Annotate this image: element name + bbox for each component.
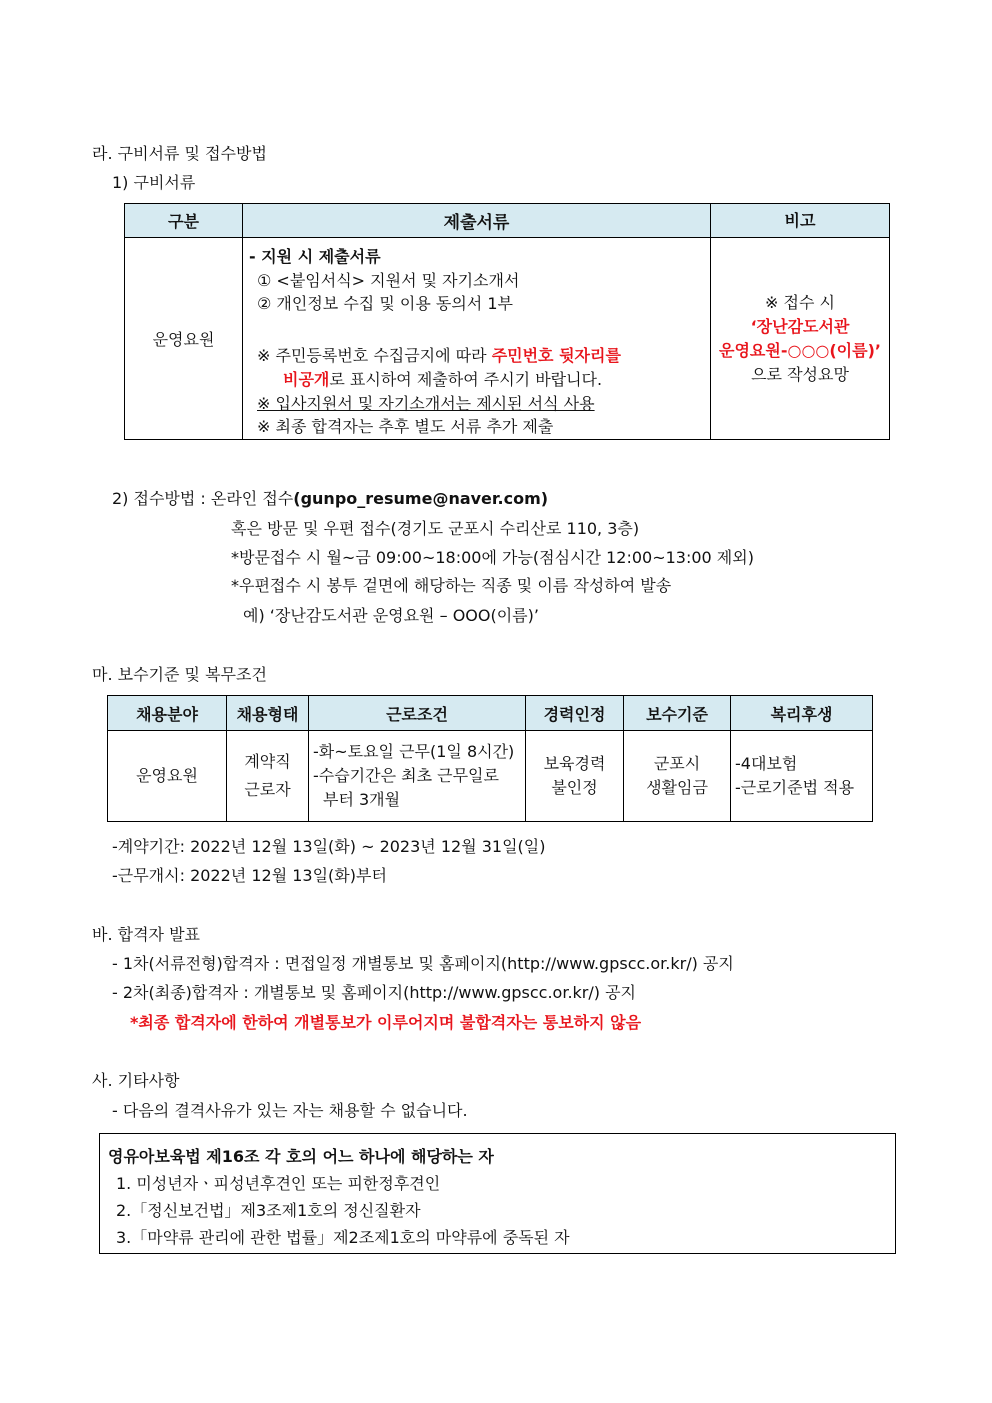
- disqualification-intro: - 다음의 결격사유가 있는 자는 채용할 수 없습니다.: [112, 1101, 468, 1120]
- box-item-3: 3.「마약류 관리에 관한 법률」제2조제1호의 마약류에 중독된 자: [116, 1228, 570, 1247]
- docs-note-1-red: 주민번호 뒷자리를: [491, 346, 621, 365]
- documents-header-remark: 비고: [711, 204, 890, 238]
- box-title: 영유아보육법 제16조 각 호의 어느 하나에 해당하는 자: [108, 1147, 494, 1166]
- docs-item-1: ① <붙임서식> 지원서 및 자기소개서: [257, 271, 520, 290]
- docs-note-3: ※ 최종 합격자는 추후 별도 서류 추가 제출: [257, 417, 554, 436]
- disqualification-box: [99, 1133, 896, 1254]
- section-ra-heading: 라. 구비서류 및 접수방법: [92, 144, 267, 163]
- conditions-welfare-line-1: -4대보험: [735, 754, 798, 773]
- conditions-career: [526, 731, 624, 822]
- documents-header-docs: 제출서류: [243, 204, 711, 238]
- conditions-header-cond: 근로조건: [309, 696, 526, 731]
- docs-item-2: ② 개인정보 수집 및 이용 동의서 1부: [257, 294, 513, 313]
- documents-remark: [711, 238, 890, 440]
- remark-line-4: 으로 작성요망: [751, 364, 849, 384]
- work-start: -근무개시: 2022년 12월 13일(화)부터: [112, 866, 387, 885]
- documents-table: [124, 203, 890, 440]
- conditions-header-welfare: 복리후생: [731, 696, 873, 731]
- conditions-pay-line-1: 군포시: [653, 754, 701, 773]
- section-ma-heading: 마. 보수기준 및 복무조건: [92, 665, 267, 684]
- docs-note-1-prefix: ※ 주민등록번호 수집금지에 따라: [257, 346, 492, 365]
- conditions-pay-line-2: 생활임금: [646, 778, 708, 797]
- conditions-welfare: [731, 731, 873, 822]
- submission-method: [112, 486, 548, 509]
- submission-email: (gunpo_resume@naver.com): [293, 489, 549, 508]
- submission-line-4: *우편접수 시 봉투 겉면에 해당하는 직종 및 이름 작성하여 발송: [231, 576, 672, 595]
- conditions-cond-line-3: 부터 3개월: [323, 790, 401, 809]
- conditions-type: [227, 731, 309, 822]
- documents-list: [243, 238, 711, 440]
- docs-title: - 지원 시 제출서류: [249, 247, 381, 266]
- documents-header-category: 구분: [125, 204, 243, 238]
- remark-line-3: 운영요원-○○○(이름)’: [719, 340, 881, 360]
- announce-line-2: - 2차(최종)합격자 : 개별통보 및 홈페이지(http://www.gpscc.or.kr/) 공지: [112, 983, 637, 1002]
- box-item-1: 1. 미성년자ㆍ피성년후견인 또는 피한정후견인: [116, 1174, 441, 1193]
- section-sa-heading: 사. 기타사항: [92, 1071, 180, 1090]
- conditions-header-career: 경력인정: [526, 696, 624, 731]
- conditions-pay: [624, 731, 731, 822]
- section-ra-sub1: 1) 구비서류: [112, 173, 196, 192]
- remark-line-1: ※ 접수 시: [765, 292, 835, 312]
- conditions-cond-line-1: -화~토요일 근무(1일 8시간): [313, 742, 515, 761]
- conditions-header-pay: 보수기준: [624, 696, 731, 731]
- submission-label: 2) 접수방법 : 온라인 접수: [112, 489, 294, 508]
- conditions-career-line-2: 불인정: [551, 778, 598, 797]
- conditions-type-line-1: 계약직: [244, 752, 291, 771]
- conditions-cond-line-2: -수습기간은 최초 근무일로: [313, 766, 499, 785]
- submission-line-3: *방문접수 시 월~금 09:00~18:00에 가능(점심시간 12:00~13:00 제외): [231, 548, 754, 567]
- conditions-header-type: 채용형태: [227, 696, 309, 731]
- submission-line-5: 예) ‘장난감도서관 운영요원 – OOO(이름)’: [243, 606, 539, 625]
- announce-notice: *최종 합격자에 한하여 개별통보가 이루어지며 불합격자는 통보하지 않음: [130, 1013, 642, 1032]
- conditions-cond: [309, 731, 526, 822]
- conditions-welfare-line-2: -근로기준법 적용: [735, 778, 855, 797]
- conditions-type-line-2: 근로자: [244, 780, 291, 799]
- docs-note-1-red2: 비공개: [283, 370, 330, 389]
- documents-category: 운영요원: [125, 238, 243, 440]
- docs-note-1-cont: [283, 367, 602, 390]
- conditions-career-line-1: 보육경력: [543, 754, 606, 773]
- submission-line-2: 혹은 방문 및 우편 접수(경기도 군포시 수리산로 110, 3층): [231, 519, 640, 538]
- docs-note-2: ※ 입사지원서 및 자기소개서는 제시된 서식 사용: [257, 394, 595, 413]
- box-item-2: 2.「정신보건법」제3조제1호의 정신질환자: [116, 1201, 421, 1220]
- conditions-table: [107, 695, 873, 822]
- section-ba-heading: 바. 합격자 발표: [92, 925, 200, 944]
- docs-note-1-suffix: 로 표시하여 제출하여 주시기 바랍니다.: [329, 370, 603, 389]
- conditions-header-field: 채용분야: [108, 696, 227, 731]
- announce-line-1: - 1차(서류전형)합격자 : 면접일정 개별통보 및 홈페이지(http://www.gpscc.or.kr/) 공지: [112, 954, 734, 973]
- conditions-field: 운영요원: [108, 731, 227, 822]
- remark-line-2: ‘장난감도서관: [750, 316, 850, 336]
- contract-period: -계약기간: 2022년 12월 13일(화) ~ 2023년 12월 31일(일): [112, 837, 546, 856]
- docs-note-1: [257, 343, 621, 366]
